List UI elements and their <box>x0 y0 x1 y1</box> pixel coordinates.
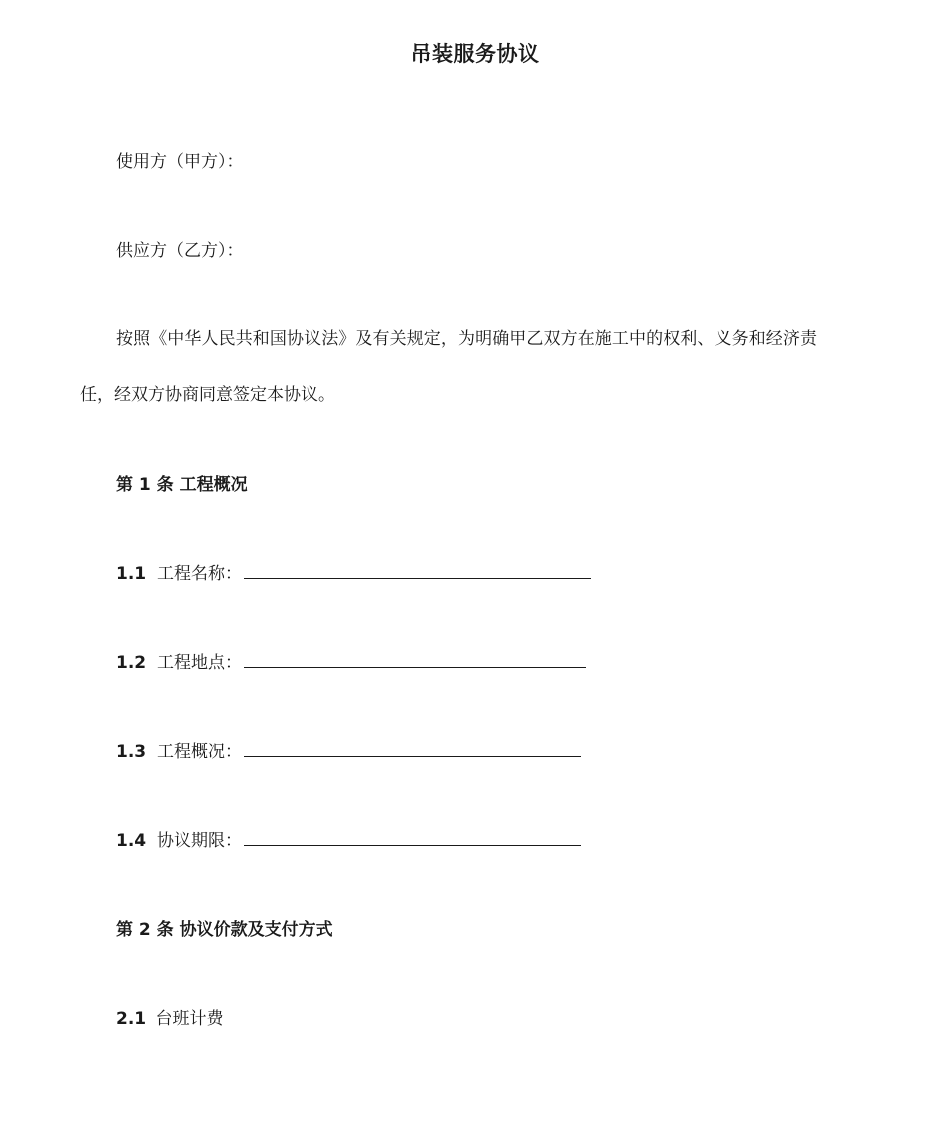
item-1-4 <box>116 826 581 851</box>
document-title: 吊装服务协议 <box>410 42 540 66</box>
article-1-heading: 第 1 条 工程概况 <box>116 475 248 495</box>
item-2-1 <box>116 1004 224 1029</box>
intro-paragraph-line-1: 按照《中华人民共和国协议法》及有关规定，为明确甲乙双方在施工中的权利、义务和经济责 <box>116 329 818 349</box>
party-a-line: 使用方（甲方）： <box>116 152 244 172</box>
item-1-1 <box>116 559 591 584</box>
fill-in-blank[interactable] <box>244 827 581 846</box>
fill-in-blank[interactable] <box>244 738 581 757</box>
item-label: 协议期限： <box>157 831 242 851</box>
item-number: 1.4 <box>116 831 147 851</box>
item-number: 1.1 <box>116 564 147 584</box>
item-label: 工程地点： <box>157 653 242 673</box>
party-b-line: 供应方（乙方）： <box>116 241 244 261</box>
article-2-heading: 第 2 条 协议价款及支付方式 <box>116 920 333 940</box>
fill-in-blank[interactable] <box>244 560 591 579</box>
item-label: 工程概况： <box>157 742 242 762</box>
item-number: 1.3 <box>116 742 147 762</box>
item-label: 工程名称： <box>157 564 242 584</box>
item-1-3 <box>116 737 581 762</box>
item-number: 1.2 <box>116 653 147 673</box>
item-number: 2.1 <box>116 1009 147 1029</box>
intro-paragraph-line-2: 任，经双方协商同意签定本协议。 <box>80 385 335 405</box>
item-label: 台班计费 <box>155 1009 224 1029</box>
item-1-2 <box>116 648 586 673</box>
fill-in-blank[interactable] <box>244 649 586 668</box>
